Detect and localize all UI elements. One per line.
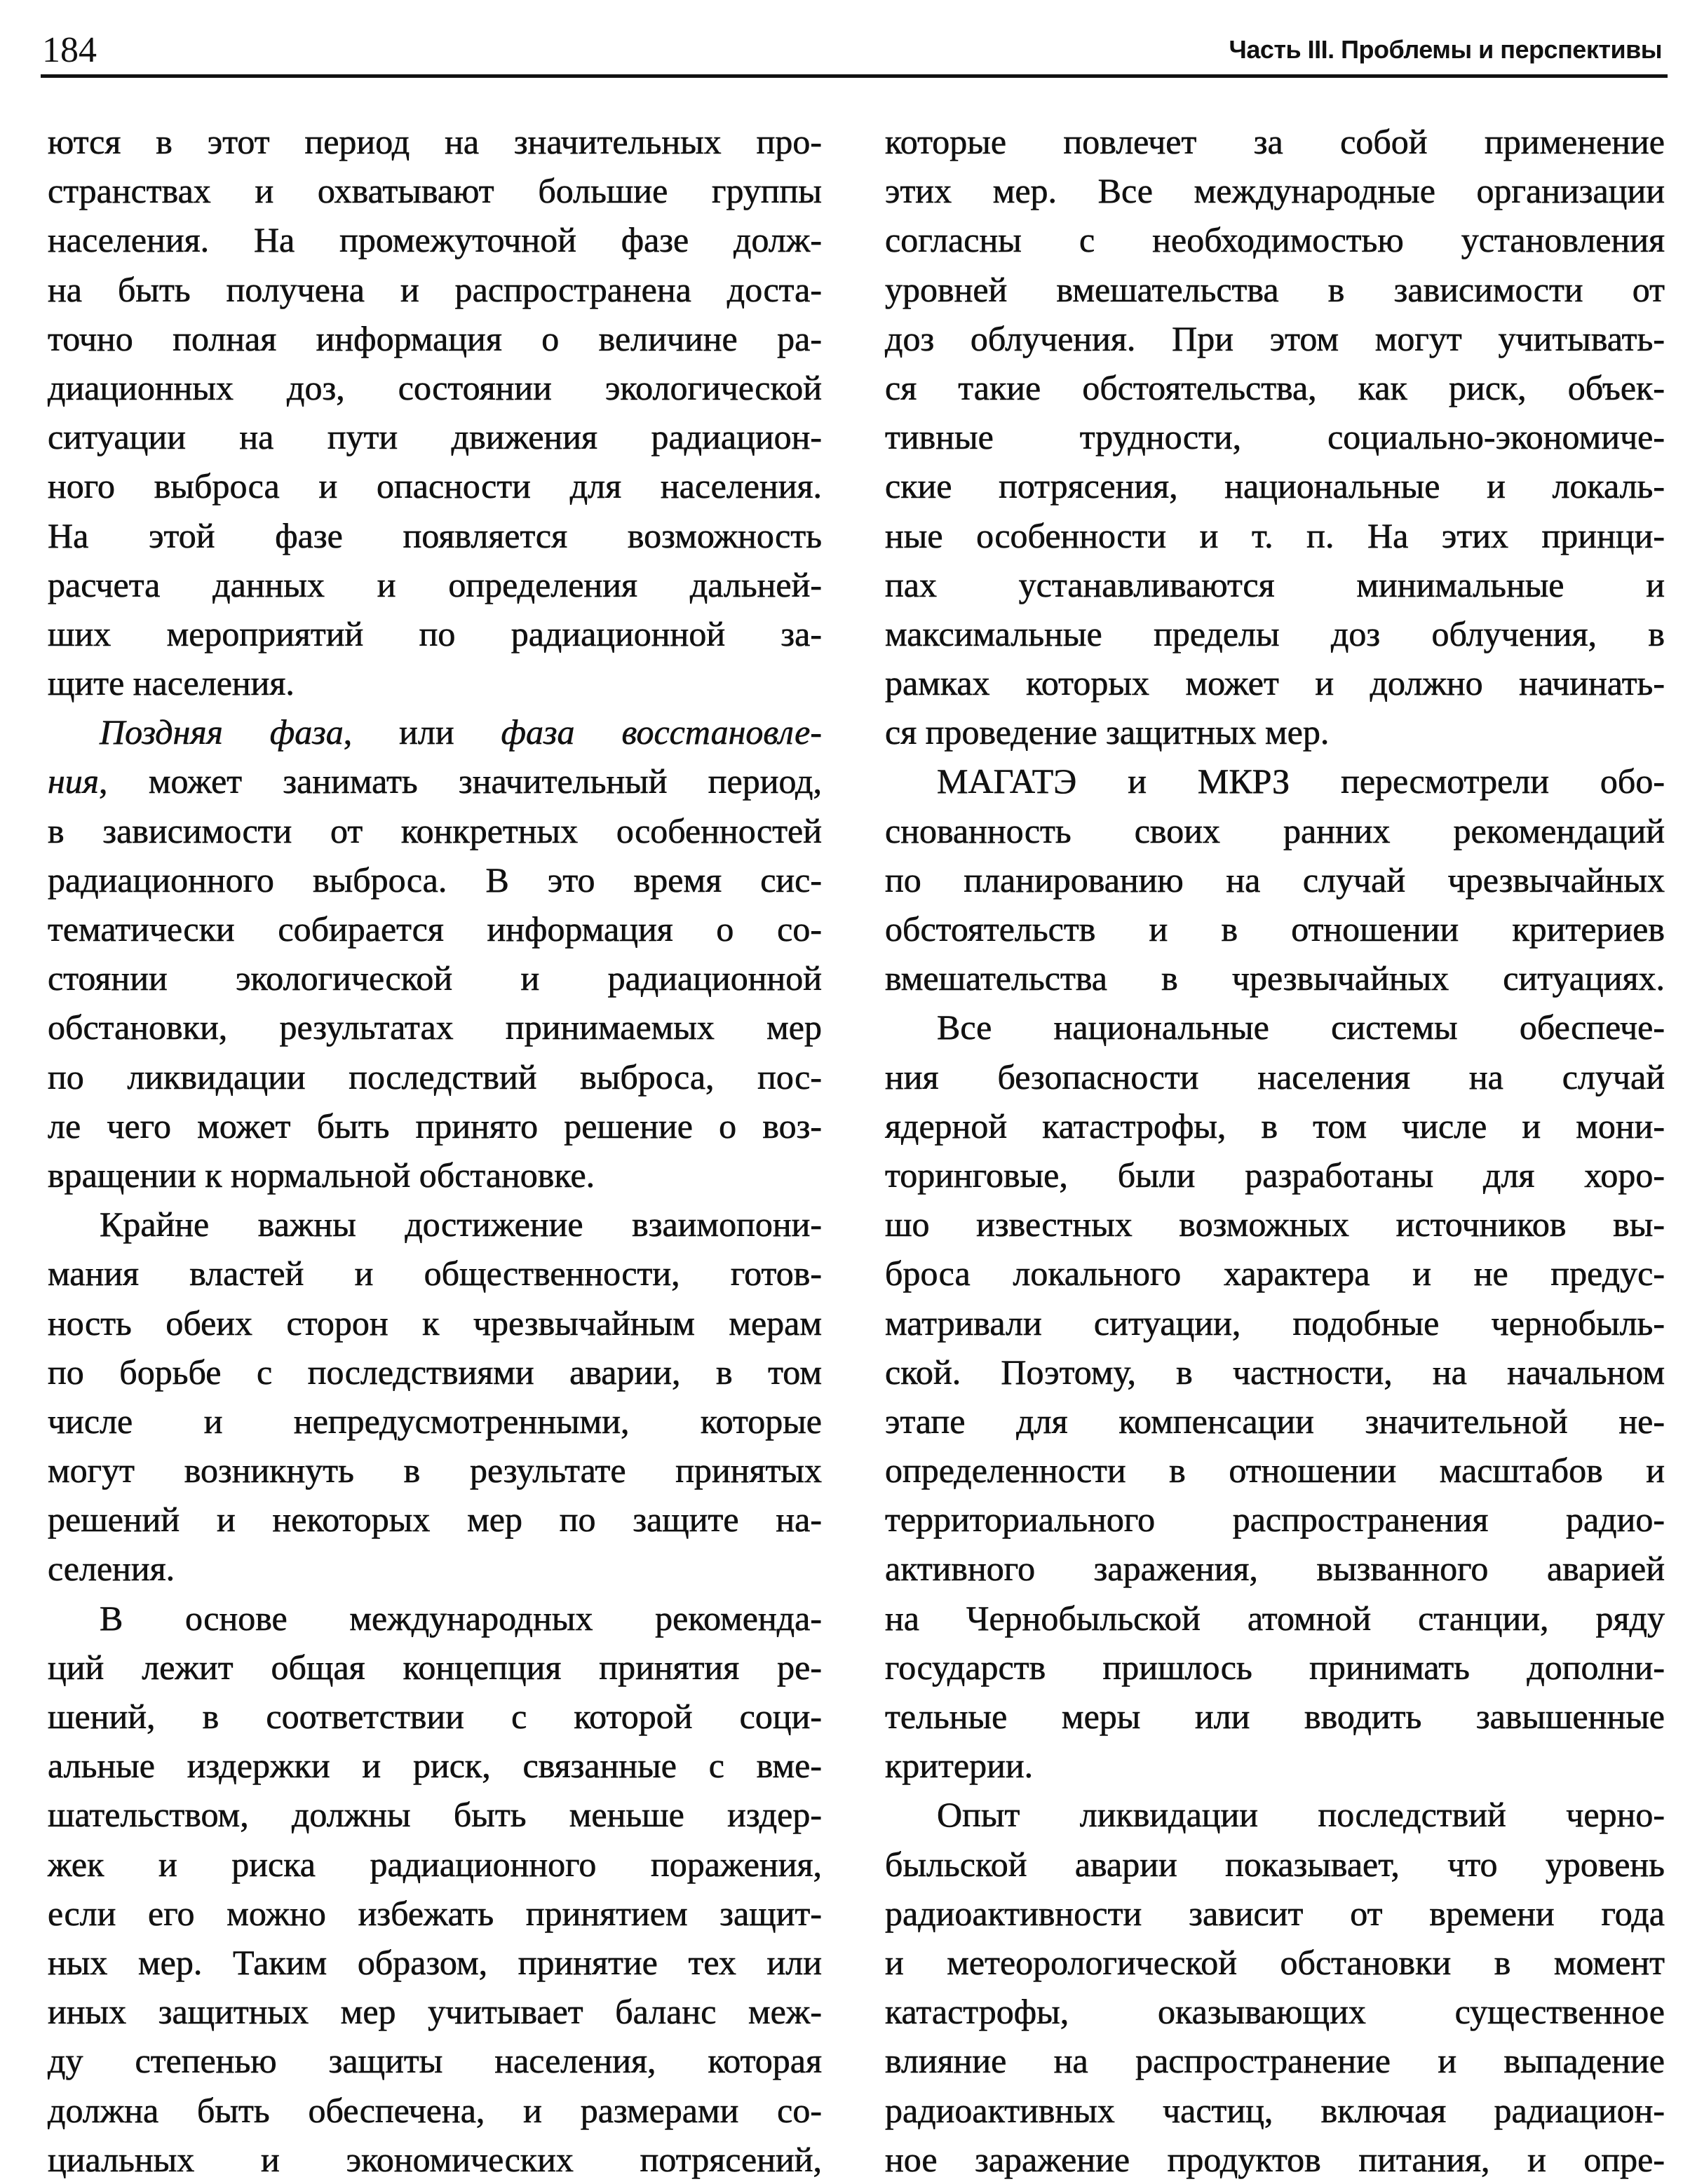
text-line: ного выброса и опасности для населения. <box>48 466 822 506</box>
text-line: по борьбе с последствиями аварии, в том <box>48 1352 822 1392</box>
text-line <box>48 707 822 757</box>
text-line: шо известных возможных источников вы- <box>885 1205 1665 1244</box>
text-line: расчета данных и определения дальней- <box>48 564 822 604</box>
italic-term: фаза восстановле- <box>501 712 822 752</box>
text-line: ются в этот период на значительных про- <box>48 122 822 161</box>
text-line: шений, в соответствии с которой соци- <box>48 1697 822 1736</box>
text-line: тематически собирается информация о со- <box>48 909 822 949</box>
text-line: Все национальные системы обеспече- <box>937 1008 1665 1047</box>
text-line: щите населения. <box>48 663 295 703</box>
text-line: броса локального характера и не предус- <box>885 1254 1665 1294</box>
text-line: ния безопасности населения на случай <box>885 1057 1665 1097</box>
text-line: катастрофы, оказывающих существенное <box>885 1992 1665 2032</box>
text-line: стоянии экологической и радиационной <box>48 958 822 998</box>
running-title: Часть III. Проблемы и перспективы <box>1229 35 1662 64</box>
text-line: решений и некоторых мер по защите на- <box>48 1500 822 1540</box>
text-line: по планированию на случай чрезвычайных <box>885 860 1665 900</box>
text-line: циальных и экономических потрясений, <box>48 2139 822 2179</box>
text-line: В основе международных рекоменда- <box>100 1598 822 1638</box>
text-line: странствах и охватывают большие группы <box>48 171 822 211</box>
text-line: ся проведение защитных мер. <box>885 712 1330 752</box>
text-line: максимальные пределы доз облучения, в <box>885 613 1665 653</box>
text-line: если его можно избежать принятием защит- <box>48 1893 822 1933</box>
text-line: диационных доз, состоянии экологической <box>48 367 822 407</box>
text-line: радиационного выброса. В это время сис- <box>48 860 822 900</box>
text-line: ших мероприятий по радиационной за- <box>48 613 822 653</box>
text-line: ской. Поэтому, в частности, на начальном <box>885 1352 1665 1392</box>
text-line: мания властей и общественности, готов- <box>48 1254 822 1294</box>
text-line: этапе для компенсации значительной не- <box>885 1401 1665 1441</box>
text-line: должна быть обеспечена, и размерами со- <box>48 2090 822 2130</box>
right-column <box>885 117 1665 2184</box>
text-line: согласны с необходимостью установления <box>885 220 1665 260</box>
text-line: доз облучения. При этом могут учитывать- <box>885 318 1665 358</box>
text-line: матривали ситуации, подобные чернобыль- <box>885 1303 1665 1343</box>
left-column <box>48 117 822 2184</box>
text-line: ситуации на пути движения радиацион- <box>48 417 822 457</box>
text-segment: , может занимать значительный период, <box>99 761 822 801</box>
text-line: селения. <box>48 1549 175 1589</box>
text-line: ду степенью защиты населения, которая <box>48 2041 822 2081</box>
text-line: Крайне важны достижение взаимопони- <box>100 1205 822 1244</box>
text-line: в зависимости от конкретных особенностей <box>48 810 822 850</box>
text-line: числе и непредусмотренными, которые <box>48 1401 822 1441</box>
text-line: торинговые, были разработаны для хоро- <box>885 1155 1665 1195</box>
text-line: ядерной катастрофы, в том числе и мони- <box>885 1106 1665 1146</box>
text-line: этих мер. Все международные организации <box>885 171 1665 211</box>
text-line: На этой фазе появляется возможность <box>48 515 822 555</box>
text-line: критерии. <box>885 1746 1034 1786</box>
text-line: вращении к нормальной обстановке. <box>48 1155 595 1195</box>
text-line: на Чернобыльской атомной станции, ряду <box>885 1598 1665 1638</box>
text-line: Опыт ликвидации последствий черно- <box>937 1795 1665 1835</box>
text-line: снованность своих ранних рекомендаций <box>885 810 1665 850</box>
text-line <box>48 757 822 806</box>
text-line: активного заражения, вызванного аварией <box>885 1549 1665 1589</box>
text-line: на быть получена и распространена доста- <box>48 269 822 309</box>
page-number: 184 <box>42 30 97 70</box>
text-segment: , или <box>343 712 501 752</box>
text-line: обстановки, результатах принимаемых мер <box>48 1008 822 1047</box>
text-line: альные издержки и риск, связанные с вме- <box>48 1746 822 1786</box>
text-line: и метеорологической обстановки в момент <box>885 1942 1665 1982</box>
text-line: могут возникнуть в результате принятых <box>48 1451 822 1491</box>
text-line: тивные трудности, социально-экономиче- <box>885 417 1665 457</box>
text-line: рамках которых может и должно начинать- <box>885 663 1665 703</box>
text-line: населения. На промежуточной фазе долж- <box>48 220 822 260</box>
text-line: определенности в отношении масштабов и <box>885 1451 1665 1491</box>
text-line: точно полная информация о величине ра- <box>48 318 822 358</box>
text-line: ность обеих сторон к чрезвычайным мерам <box>48 1303 822 1343</box>
text-line: вмешательства в чрезвычайных ситуациях. <box>885 958 1665 998</box>
text-line: влияние на распространение и выпадение <box>885 2041 1665 2081</box>
text-line: быльской аварии показывает, что уровень <box>885 1844 1665 1884</box>
text-line: ций лежит общая концепция принятия ре- <box>48 1647 822 1687</box>
text-line: ное заражение продуктов питания, и опре- <box>885 2139 1665 2179</box>
header-rule <box>41 74 1668 78</box>
text-line: ные особенности и т. п. На этих принци- <box>885 515 1665 555</box>
text-line: обстоятельств и в отношении критериев <box>885 909 1665 949</box>
text-line: ных мер. Таким образом, принятие тех или <box>48 1942 822 1982</box>
text-line: шательством, должны быть меньше издер- <box>48 1795 822 1835</box>
text-line: МАГАТЭ и МКРЗ пересмотрели обо- <box>937 761 1665 801</box>
text-line: территориального распространения радио- <box>885 1500 1665 1540</box>
text-line: радиоактивных частиц, включая радиацион- <box>885 2090 1665 2130</box>
text-line: которые повлечет за собой применение <box>885 122 1665 161</box>
text-line: ские потрясения, национальные и локаль- <box>885 466 1665 506</box>
text-line: иных защитных мер учитывает баланс меж- <box>48 1992 822 2032</box>
text-line: государств пришлось принимать дополни- <box>885 1647 1665 1687</box>
text-line: по ликвидации последствий выброса, пос- <box>48 1057 822 1097</box>
text-line: тельные меры или вводить завышенные <box>885 1697 1665 1736</box>
text-line: ся такие обстоятельства, как риск, объек- <box>885 367 1665 407</box>
italic-term: ния <box>48 761 100 801</box>
text-line: радиоактивности зависит от времени года <box>885 1893 1665 1933</box>
italic-term: Поздняя фаза <box>100 712 344 752</box>
text-line: жек и риска радиационного поражения, <box>48 1844 822 1884</box>
text-line: ле чего может быть принято решение о воз- <box>48 1106 822 1146</box>
text-line: уровней вмешательства в зависимости от <box>885 269 1665 309</box>
text-line: пах устанавливаются минимальные и <box>885 564 1665 604</box>
